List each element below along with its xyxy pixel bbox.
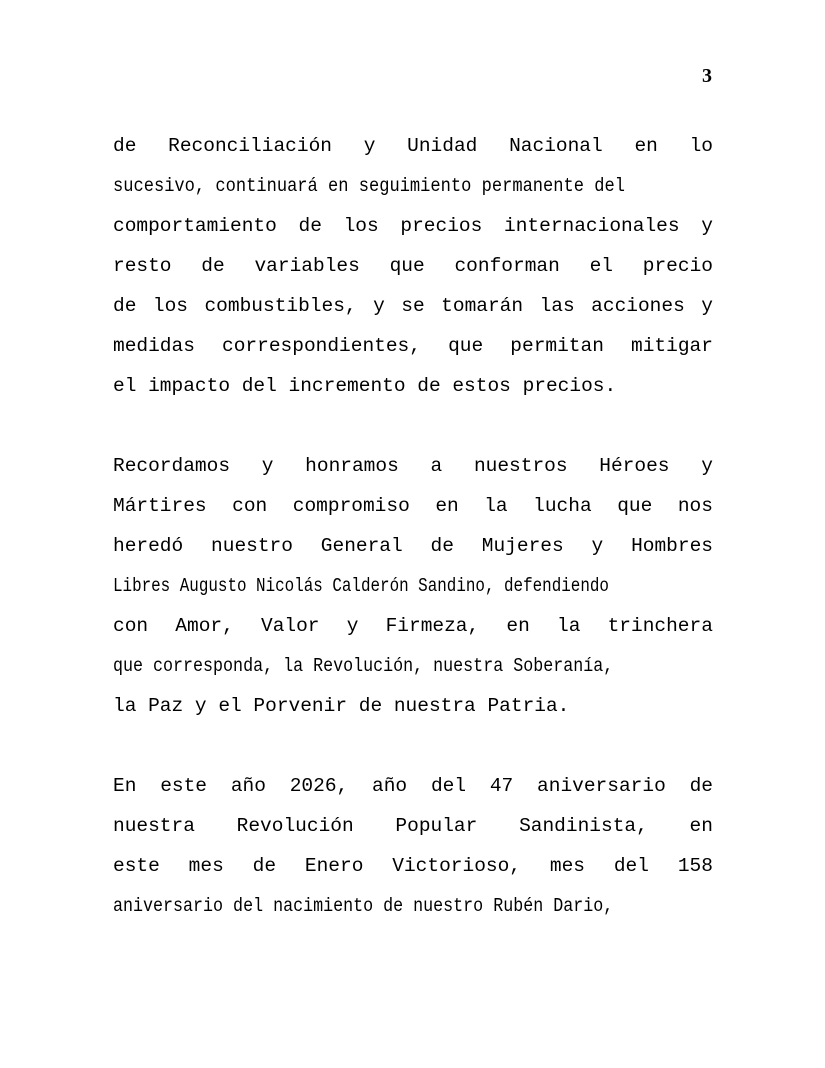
- line-word: y: [373, 295, 385, 317]
- text-line: [113, 486, 713, 526]
- text-line: [113, 206, 713, 246]
- line-word: trinchera: [607, 615, 713, 637]
- line-word: de: [113, 295, 137, 317]
- line-word: de: [201, 255, 225, 277]
- text-line: [113, 766, 713, 806]
- text-line: aniversario del nacimiento de nuestro Rubén Dario,: [113, 895, 614, 917]
- paragraph-2: [113, 446, 713, 726]
- line-word: Victorioso,: [392, 855, 522, 877]
- line-word: del: [430, 775, 467, 797]
- line-word: de: [430, 535, 454, 557]
- line-word: con: [232, 495, 268, 517]
- line-word: compromiso: [292, 495, 410, 517]
- line-word: que: [389, 255, 425, 277]
- line-word: Unidad: [407, 135, 478, 157]
- line-word: y: [701, 215, 713, 237]
- line-word: comportamiento: [113, 215, 277, 237]
- line-word: del: [613, 855, 649, 877]
- line-word: en: [634, 135, 658, 157]
- line-word: los: [152, 295, 188, 317]
- line-word: 158: [677, 855, 713, 877]
- line-word: Popular: [395, 815, 478, 837]
- line-word: y: [591, 535, 604, 557]
- line-word: los: [343, 215, 379, 237]
- paragraph-3: [113, 766, 713, 926]
- line-word: que: [448, 335, 484, 357]
- line-word: Valor: [261, 615, 320, 637]
- line-word: mes: [188, 855, 224, 877]
- line-word: la: [557, 615, 581, 637]
- paragraph-1: [113, 126, 713, 406]
- line-word: Recordamos: [113, 455, 231, 477]
- line-word: permitan: [510, 335, 604, 357]
- text-line: sucesivo, continuará en seguimiento permanente del: [113, 175, 625, 197]
- line-word: lucha: [533, 495, 592, 517]
- line-word: se: [401, 295, 425, 317]
- line-word: de: [689, 775, 713, 797]
- line-word: en: [435, 495, 459, 517]
- line-word: nuestros: [473, 455, 568, 477]
- text-line: [113, 326, 713, 366]
- line-word: lo: [689, 135, 713, 157]
- text-line: el impacto del incremento de estos precios.: [113, 375, 617, 397]
- line-word: Nacional: [509, 135, 603, 157]
- line-word: Reconciliación: [168, 135, 332, 157]
- line-word: combustibles,: [204, 295, 357, 317]
- text-line: [113, 846, 713, 886]
- line-word: variables: [254, 255, 360, 277]
- line-word: y: [363, 135, 376, 157]
- line-word: y: [701, 295, 713, 317]
- document-body: [113, 126, 713, 926]
- line-word: que: [617, 495, 653, 517]
- line-word: nos: [677, 495, 713, 517]
- line-word: internacionales: [504, 215, 680, 237]
- text-line: [113, 526, 713, 566]
- line-word: Mártires: [113, 495, 207, 517]
- text-line: [113, 446, 713, 486]
- text-line: [113, 606, 713, 646]
- line-word: En: [113, 775, 137, 797]
- text-line: que corresponda, la Revolución, nuestra Soberanía,: [113, 655, 614, 677]
- line-word: y: [261, 455, 274, 477]
- text-line: la Paz y el Porvenir de nuestra Patria.: [113, 695, 570, 717]
- text-line: Libres Augusto Nicolás Calderón Sandino, defendiendo: [113, 575, 609, 597]
- line-word: de: [113, 135, 137, 157]
- line-word: Héroes: [599, 455, 670, 477]
- line-word: mitigar: [631, 335, 713, 357]
- line-word: correspondientes,: [222, 335, 421, 357]
- line-word: año: [372, 775, 408, 797]
- line-word: aniversario: [537, 775, 666, 797]
- line-word: de: [298, 215, 322, 237]
- line-word: el: [589, 255, 613, 277]
- line-word: Mujeres: [481, 535, 564, 557]
- line-word: en: [689, 815, 713, 837]
- text-line: [113, 806, 713, 846]
- line-word: heredó: [113, 535, 184, 557]
- line-word: General: [320, 535, 403, 557]
- line-word: honramos: [305, 455, 399, 477]
- text-line: [113, 246, 713, 286]
- line-word: año: [230, 775, 266, 797]
- line-word: y: [701, 455, 713, 477]
- line-word: tomarán: [441, 295, 524, 317]
- line-word: las: [539, 295, 575, 317]
- line-word: de: [252, 855, 277, 877]
- page-number: 3: [702, 65, 712, 87]
- line-word: acciones: [591, 295, 685, 317]
- line-word: precio: [642, 255, 713, 277]
- line-word: Sandinista,: [519, 815, 648, 837]
- text-line: [113, 286, 713, 326]
- line-word: Hombres: [631, 535, 713, 557]
- line-word: conforman: [454, 255, 560, 277]
- line-word: 2026,: [289, 775, 349, 797]
- line-word: medidas: [113, 335, 195, 357]
- text-line: [113, 126, 713, 166]
- line-word: Firmeza,: [385, 615, 480, 637]
- line-word: Amor,: [175, 615, 234, 637]
- line-word: nuestro: [211, 535, 293, 557]
- line-word: resto: [113, 255, 172, 277]
- line-word: mes: [549, 855, 585, 877]
- line-word: nuestra: [113, 815, 195, 837]
- line-word: con: [113, 615, 149, 637]
- line-word: la: [484, 495, 508, 517]
- line-word: 47: [489, 775, 514, 797]
- line-word: este: [113, 855, 160, 877]
- line-word: en: [506, 615, 530, 637]
- line-word: Revolución: [236, 815, 354, 837]
- line-word: este: [160, 775, 208, 797]
- line-word: precios: [400, 215, 483, 237]
- line-word: Enero: [304, 855, 364, 877]
- line-word: a: [430, 455, 443, 477]
- line-word: y: [346, 615, 359, 637]
